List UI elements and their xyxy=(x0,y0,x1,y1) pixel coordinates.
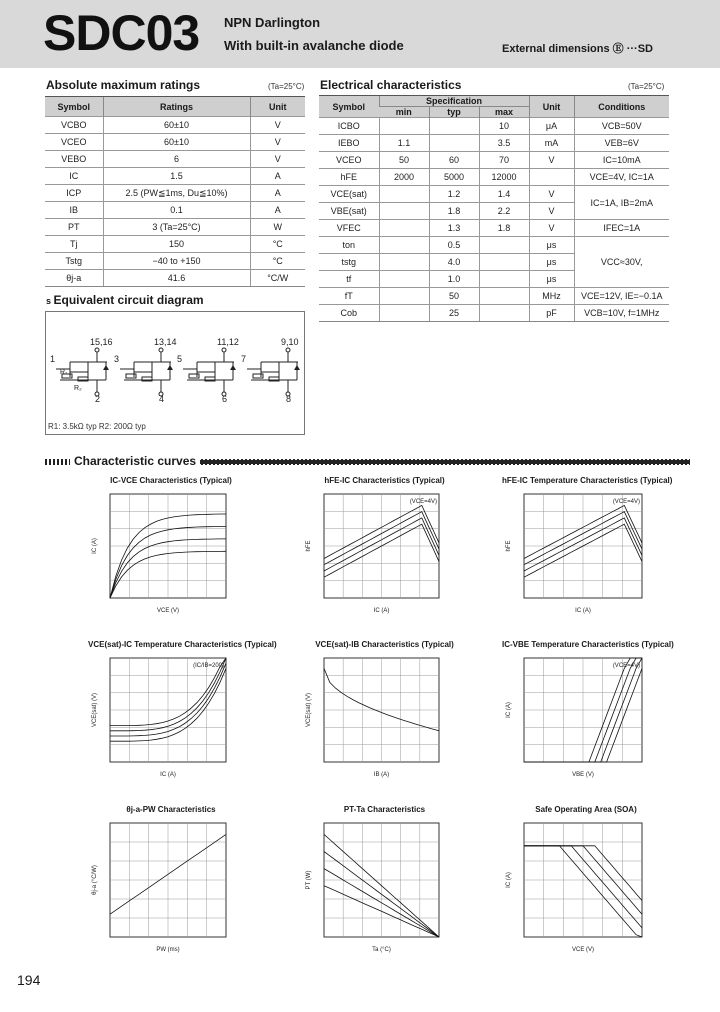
external-dimensions: External dimensions Ⓔ ···SD xyxy=(502,43,653,55)
col-conditions: Conditions xyxy=(574,96,669,118)
elec-title: Electrical characteristics xyxy=(320,78,462,92)
chart-plot xyxy=(502,817,670,981)
chart-title: VCE(sat)-IC Temperature Characteristics (Typical) xyxy=(88,640,277,649)
abs-max-condition: (Ta=25°C) xyxy=(268,82,305,91)
elec-typ xyxy=(429,118,479,135)
x-axis-label: VBE (V) xyxy=(572,772,594,778)
chart-title: IC-VCE Characteristics (Typical) xyxy=(110,476,232,485)
circuit-diagram xyxy=(46,312,304,422)
elec-min xyxy=(379,305,429,322)
chart-plot xyxy=(302,652,467,806)
elec-max: 10 xyxy=(479,118,529,135)
y-axis-label: VCE(sat) (V) xyxy=(306,692,312,728)
elec-condition: (Ta=25°C) xyxy=(628,82,665,91)
chart-condition: (VCE=4V) xyxy=(409,499,437,505)
chart-title: hFE-IC Temperature Characteristics (Typical) xyxy=(502,476,673,485)
abs-row xyxy=(45,185,305,202)
abs-symbol: Tstg xyxy=(45,253,103,270)
elec-symbol: Cob xyxy=(319,305,379,322)
elec-row xyxy=(319,237,669,254)
r2-label: R₂ xyxy=(74,385,82,392)
elec-min: 50 xyxy=(379,152,429,169)
y-axis-label: VCE(sat) (V) xyxy=(92,692,98,728)
elec-typ: 1.8 xyxy=(429,203,479,220)
elec-condition: VCE=12V, IE=−0.1A xyxy=(574,288,669,305)
chart-condition: (VCE=4V) xyxy=(612,499,640,505)
chart-panel xyxy=(302,476,467,640)
elec-unit: V xyxy=(529,152,574,169)
elec-typ: 1.0 xyxy=(429,271,479,288)
abs-unit: W xyxy=(250,219,305,236)
abs-unit: V xyxy=(250,117,305,134)
abs-row xyxy=(45,117,305,134)
elec-symbol: tf xyxy=(319,271,379,288)
circuit-title: s Equivalent circuit diagram xyxy=(46,293,204,307)
elec-condition: VEB=6V xyxy=(574,135,669,152)
chart-plot xyxy=(302,817,467,981)
elec-max xyxy=(479,288,529,305)
pin-emitter-label: 6 xyxy=(222,394,228,404)
elec-max xyxy=(479,237,529,254)
collector-terminal xyxy=(286,348,290,352)
elec-condition: VCB=50V xyxy=(574,118,669,135)
elec-condition: VCE=4V, IC=1A xyxy=(574,169,669,186)
collector-terminal xyxy=(222,348,226,352)
elec-typ xyxy=(429,135,479,152)
abs-unit: °C xyxy=(250,253,305,270)
abs-symbol: θj-a xyxy=(45,270,103,287)
elec-min xyxy=(379,203,429,220)
elec-symbol: tstg xyxy=(319,254,379,271)
elec-min xyxy=(379,186,429,203)
abs-max-title: Absolute maximum ratings xyxy=(46,78,201,92)
circuit-note: R1: 3.5kΩ typ R2: 200Ω typ xyxy=(48,422,146,431)
elec-unit: V xyxy=(529,186,574,203)
chart-title: Safe Operating Area (SOA) xyxy=(535,805,637,814)
chart-panel xyxy=(502,640,674,804)
elec-min xyxy=(379,271,429,288)
elec-symbol: VCE(sat) xyxy=(319,186,379,203)
elec-unit: μs xyxy=(529,254,574,271)
chart-panel xyxy=(88,476,254,640)
y-axis-label: θj-a (°C/W) xyxy=(92,865,98,895)
x-axis-label: Ta (°C) xyxy=(372,947,391,953)
x-axis-label: IC (A) xyxy=(373,608,390,614)
elec-symbol: hFE xyxy=(319,169,379,186)
elec-max: 70 xyxy=(479,152,529,169)
y-axis-label: IC (A) xyxy=(506,872,512,888)
abs-row xyxy=(45,253,305,270)
elec-max: 1.4 xyxy=(479,186,529,203)
x-axis-label: PW (ms) xyxy=(156,947,180,953)
abs-symbol: ICP xyxy=(45,185,103,202)
elec-row xyxy=(319,169,669,186)
elec-condition: IFEC=1A xyxy=(574,220,669,237)
abs-row xyxy=(45,134,305,151)
col-unit: Unit xyxy=(529,96,574,118)
elec-condition: IC=10mA xyxy=(574,152,669,169)
chart-panel xyxy=(502,805,670,979)
elec-typ: 0.5 xyxy=(429,237,479,254)
elec-row xyxy=(319,135,669,152)
elec-condition: IC=1A, IB=2mA xyxy=(574,186,669,220)
elec-symbol: VFEC xyxy=(319,220,379,237)
y-axis-label: hFE xyxy=(506,540,512,552)
elec-symbol: fT xyxy=(319,288,379,305)
elec-min xyxy=(379,288,429,305)
elec-max: 12000 xyxy=(479,169,529,186)
elec-symbol: ICBO xyxy=(319,118,379,135)
pin-base-label: 3 xyxy=(114,354,120,364)
elec-unit: μA xyxy=(529,118,574,135)
elec-condition: VCC≈30V, xyxy=(574,237,669,288)
abs-row xyxy=(45,270,305,287)
abs-rating: −40 to +150 xyxy=(103,253,250,270)
abs-rating: 60±10 xyxy=(103,117,250,134)
abs-rating: 2.5 (PW≦1ms, Du≦10%) xyxy=(103,185,250,202)
elec-typ: 1.3 xyxy=(429,220,479,237)
chart-condition: (IC/IB=200) xyxy=(193,663,224,669)
chart-panel xyxy=(302,640,467,804)
pin-emitter-label: 8 xyxy=(286,394,292,404)
abs-unit: A xyxy=(250,202,305,219)
y-axis-label: IC (A) xyxy=(92,538,98,554)
elec-max xyxy=(479,271,529,288)
circuit-diagram-box xyxy=(45,311,305,435)
elec-min: 2000 xyxy=(379,169,429,186)
abs-symbol: VCBO xyxy=(45,117,103,134)
chart-title: hFE-IC Characteristics (Typical) xyxy=(324,476,445,485)
y-axis-label: PT (W) xyxy=(306,870,312,890)
col-symbol: Symbol xyxy=(45,97,103,117)
abs-unit: °C xyxy=(250,236,305,253)
abs-symbol: VCEO xyxy=(45,134,103,151)
chart-plot xyxy=(502,652,670,806)
abs-unit: V xyxy=(250,134,305,151)
abs-rating: 150 xyxy=(103,236,250,253)
elec-typ: 50 xyxy=(429,288,479,305)
abs-row xyxy=(45,168,305,185)
abs-unit: °C/W xyxy=(250,270,305,287)
elec-typ: 5000 xyxy=(429,169,479,186)
chart-title: VCE(sat)-IB Characteristics (Typical) xyxy=(315,640,454,649)
x-axis-label: VCE (V) xyxy=(571,947,595,953)
col-unit: Unit xyxy=(250,97,305,117)
elec-min xyxy=(379,254,429,271)
chart-plot xyxy=(502,488,670,642)
abs-symbol: VEBO xyxy=(45,151,103,168)
chart-panel xyxy=(302,805,467,979)
elec-min: 1.1 xyxy=(379,135,429,152)
elec-row xyxy=(319,186,669,203)
elec-table xyxy=(319,95,669,322)
elec-min xyxy=(379,220,429,237)
elec-row xyxy=(319,152,669,169)
elec-typ: 1.2 xyxy=(429,186,479,203)
subtitle-type: NPN Darlington xyxy=(224,15,321,30)
elec-row xyxy=(319,288,669,305)
chart-title: PT-Ta Characteristics xyxy=(343,805,426,814)
abs-row xyxy=(45,151,305,168)
chart-title: θj-a-PW Characteristics xyxy=(126,805,216,814)
abs-row xyxy=(45,202,305,219)
elec-condition: VCB=10V, f=1MHz xyxy=(574,305,669,322)
elec-row xyxy=(319,305,669,322)
elec-max xyxy=(479,305,529,322)
abs-rating: 1.5 xyxy=(103,168,250,185)
circuit-title-text: Equivalent circuit diagram xyxy=(53,293,204,307)
pin-emitter-label: 2 xyxy=(95,394,101,404)
elec-symbol: ton xyxy=(319,237,379,254)
abs-rating: 0.1 xyxy=(103,202,250,219)
col-ratings: Ratings xyxy=(103,97,250,117)
pin-collector-label: 15,16 xyxy=(90,337,113,347)
r1-label: R₁ xyxy=(60,369,68,376)
abs-row xyxy=(45,236,305,253)
y-axis-label: hFE xyxy=(306,540,312,552)
abs-rating: 41.6 xyxy=(103,270,250,287)
elec-symbol: IEBO xyxy=(319,135,379,152)
chart-plot xyxy=(88,488,254,642)
abs-rating: 3 (Ta=25°C) xyxy=(103,219,250,236)
abs-symbol: IB xyxy=(45,202,103,219)
elec-typ: 4.0 xyxy=(429,254,479,271)
abs-max-table xyxy=(45,96,305,287)
elec-typ: 25 xyxy=(429,305,479,322)
part-number: SDC03 xyxy=(43,5,200,61)
curves-title: Characteristic curves xyxy=(70,454,200,468)
abs-rating: 60±10 xyxy=(103,134,250,151)
abs-symbol: Tj xyxy=(45,236,103,253)
abs-row xyxy=(45,219,305,236)
col-typ: typ xyxy=(429,107,479,118)
pin-base-label: 7 xyxy=(241,354,247,364)
elec-unit: mA xyxy=(529,135,574,152)
chart-title: IC-VBE Temperature Characteristics (Typical) xyxy=(502,640,674,649)
chart-condition: (VCE=4V) xyxy=(612,663,640,669)
col-max: max xyxy=(479,107,529,118)
elec-symbol: VCEO xyxy=(319,152,379,169)
abs-symbol: PT xyxy=(45,219,103,236)
elec-unit: μs xyxy=(529,237,574,254)
elec-unit: μs xyxy=(529,271,574,288)
x-axis-label: IB (A) xyxy=(373,772,390,778)
pin-collector-label: 11,12 xyxy=(217,337,239,347)
col-symbol: Symbol xyxy=(319,96,379,118)
chart-panel xyxy=(88,640,277,804)
elec-row xyxy=(319,220,669,237)
page-number: 194 xyxy=(17,972,41,988)
elec-max: 3.5 xyxy=(479,135,529,152)
chart-plot xyxy=(88,817,254,981)
pin-collector-label: 9,10 xyxy=(281,337,299,347)
elec-min xyxy=(379,237,429,254)
elec-max: 1.8 xyxy=(479,220,529,237)
abs-rating: 6 xyxy=(103,151,250,168)
pin-base-label: 5 xyxy=(177,354,183,364)
elec-symbol: VBE(sat) xyxy=(319,203,379,220)
abs-unit: A xyxy=(250,168,305,185)
elec-unit: V xyxy=(529,220,574,237)
subtitle-feature: With built-in avalanche diode xyxy=(224,38,404,53)
chart-plot xyxy=(302,488,467,642)
x-axis-label: IC (A) xyxy=(160,772,176,778)
elec-row xyxy=(319,118,669,135)
elec-max xyxy=(479,254,529,271)
chart-panel xyxy=(502,476,673,640)
x-axis-label: IC (A) xyxy=(575,608,591,614)
elec-unit: pF xyxy=(529,305,574,322)
abs-symbol: IC xyxy=(45,168,103,185)
chart-panel xyxy=(88,805,254,979)
abs-unit: A xyxy=(250,185,305,202)
collector-terminal xyxy=(159,348,163,352)
collector-terminal xyxy=(95,348,99,352)
x-axis-label: VCE (V) xyxy=(156,608,180,614)
elec-unit: MHz xyxy=(529,288,574,305)
elec-unit xyxy=(529,169,574,186)
elec-unit: V xyxy=(529,203,574,220)
pin-collector-label: 13,14 xyxy=(154,337,177,347)
abs-unit: V xyxy=(250,151,305,168)
elec-typ: 60 xyxy=(429,152,479,169)
elec-min xyxy=(379,118,429,135)
pin-base-label: 1 xyxy=(50,354,56,364)
chart-plot xyxy=(88,652,254,806)
elec-max: 2.2 xyxy=(479,203,529,220)
col-spec: Specification xyxy=(379,96,529,107)
pin-emitter-label: 4 xyxy=(159,394,165,404)
col-min: min xyxy=(379,107,429,118)
y-axis-label: IC (A) xyxy=(506,702,512,718)
